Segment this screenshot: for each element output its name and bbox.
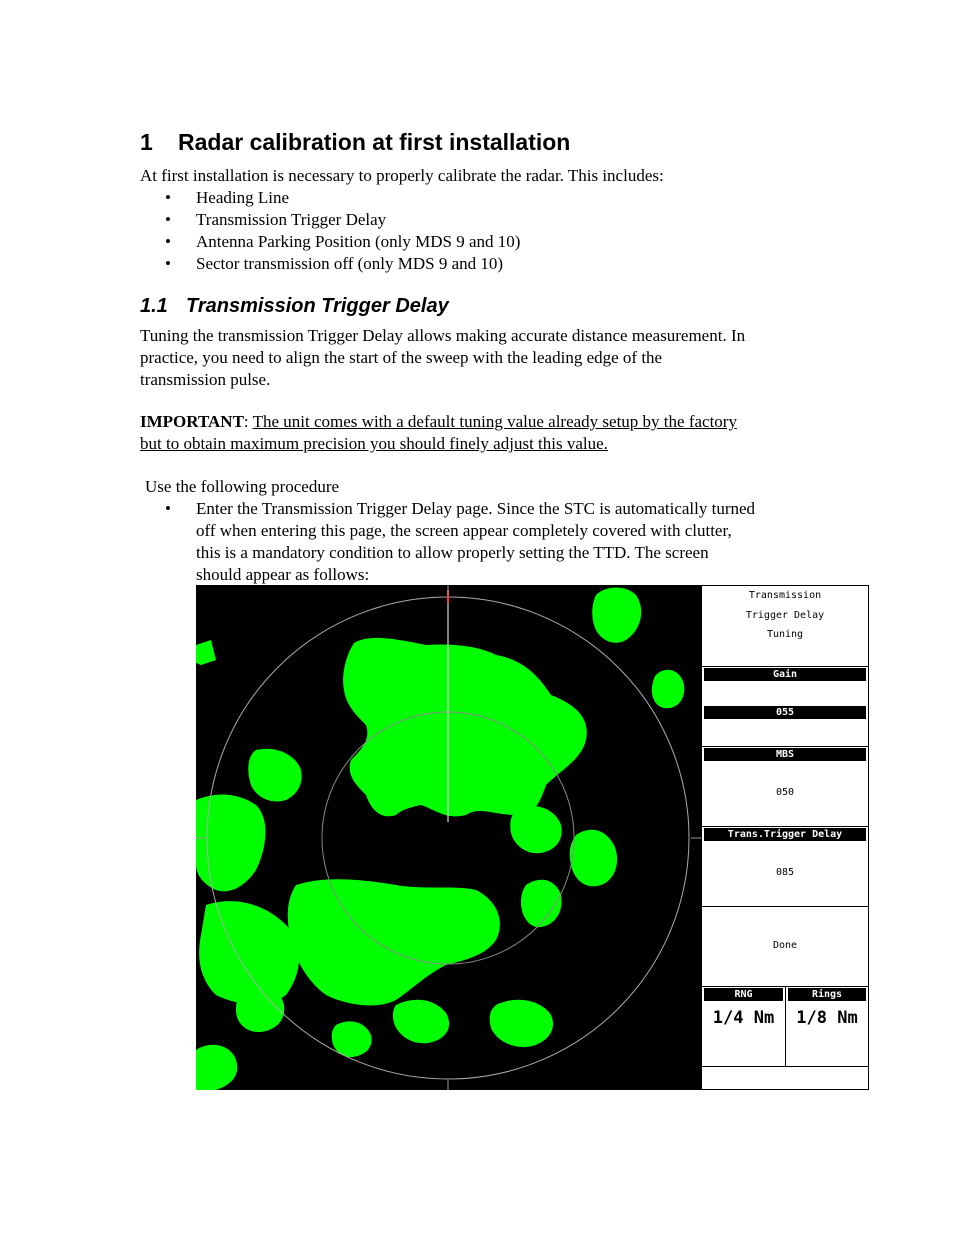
echo-blob [592,588,641,643]
subsection-title: Transmission Trigger Delay [186,295,449,317]
radar-ppi [196,585,701,1090]
important-text-line: but to obtain maximum precision you should finely adjust this value. [140,434,608,453]
list-item: • Sector transmission off (only MDS 9 and 10) [165,254,504,273]
done-label: Done [772,940,798,951]
bullet-icon: • [165,188,171,207]
panel-title-line: Trigger Delay [745,610,825,621]
bullet-icon: • [165,232,171,251]
intro-text: At first installation is necessary to properly calibrate the radar. This includes: [140,166,664,185]
gain-value: 055 [704,706,866,719]
rings-value: 1/8 Nm [796,1008,858,1028]
rng-label: RNG [704,988,783,1001]
echo-blob [490,1000,553,1047]
range-rings-box [702,986,868,1067]
panel-title-box [702,586,868,667]
rings-label: Rings [788,988,866,1001]
bullet-icon: • [165,499,171,518]
important-note: IMPORTANT: The unit comes with a default tuning value already setup by the factory but to obtain maximum precision you should finely adjust this value. [140,412,737,453]
echo-blob [248,749,301,802]
important-label: IMPORTANT [140,412,244,431]
mbs-value: 050 [775,787,795,798]
echo-blob [196,1045,237,1090]
echo-blob [510,806,561,853]
panel-title-line: Transmission [748,590,822,601]
range-cell[interactable] [702,986,786,1066]
section-title: Radar calibration at first installation [178,129,571,155]
important-text-line: The unit comes with a default tuning value already setup by the factory [252,412,737,431]
procedure-intro: Use the following procedure [145,477,340,496]
gain-label: Gain [704,668,866,681]
subsection-heading [140,295,449,318]
echo-blob [332,1021,372,1057]
ttd-control-panel [701,585,869,1090]
echo-blob [393,1000,449,1044]
radar-center [432,822,464,854]
list-item: • Heading Line [165,188,289,207]
rng-value: 1/4 Nm [712,1008,775,1028]
list-item: • Transmission Trigger Delay [165,210,387,229]
radar-display [196,585,701,1090]
ttd-control[interactable] [702,826,868,907]
mbs-control[interactable] [702,746,868,827]
section-heading [140,129,570,156]
calibration-list [165,187,520,275]
done-button[interactable] [702,906,868,987]
list-item: • Antenna Parking Position (only MDS 9 and 10) [165,232,521,251]
echo-blob [196,640,216,665]
echo-blob [652,670,684,708]
rings-cell[interactable] [786,986,868,1066]
echo-blob [196,795,265,892]
ttd-label: Trans.Trigger Delay [704,828,866,841]
procedure-list [165,498,755,586]
gain-control[interactable] [702,666,868,747]
list-item: • Enter the Transmission Trigger Delay page. Since the STC is automatically turned off when entering this page, the screen appear completely covered with clutter, this is a mandatory condition to allow properly setting the TTD. The screen should appear as follows: [165,499,756,584]
description-paragraph: Tuning the transmission Trigger Delay allows making accurate distance measurement. In practice, you need to align the start of the sweep with the leading edge of the transmission pulse. [140,326,746,389]
panel-title-line: Tuning [766,629,804,640]
echo-blob [343,638,587,816]
mbs-label: MBS [704,748,866,761]
ttd-value: 085 [775,867,795,878]
bullet-icon: • [165,210,171,229]
subsection-number: 1.1 [140,295,168,317]
bullet-icon: • [165,254,171,273]
echo-blob [288,879,500,1005]
section-number: 1 [140,129,153,155]
echo-blob [570,830,617,887]
